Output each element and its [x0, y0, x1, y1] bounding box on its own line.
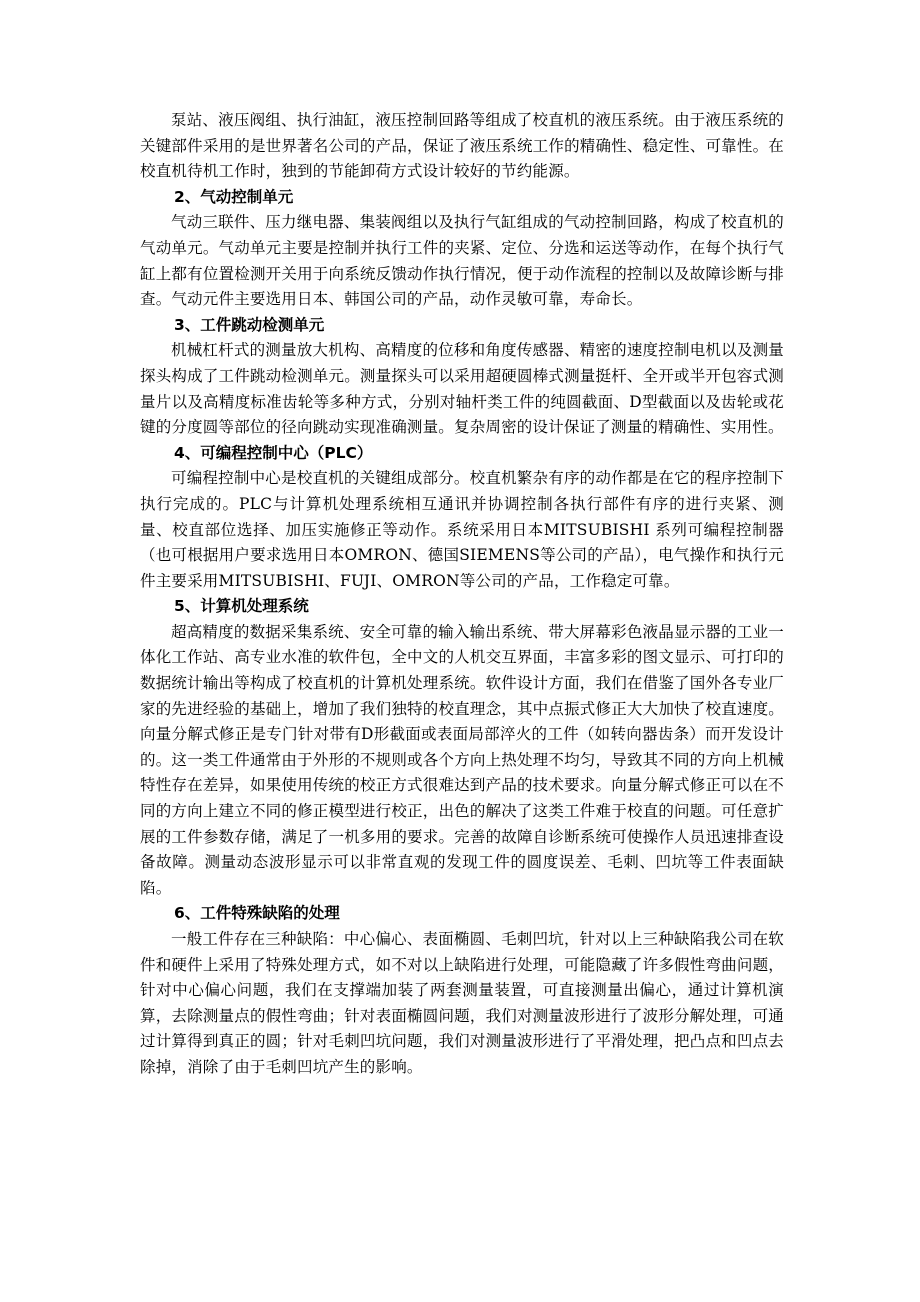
section-paragraph-plc: 可编程控制中心是校直机的关键组成部分。校直机繁杂有序的动作都是在它的程序控制下执行完成的。PLC与计算机处理系统相互通讯并协调控制各执行部件有序的进行夹紧、测量、校直部位选择、加压实施修正等动作。系统采用日本MITSUBISHI 系列可编程控制器（也可根据用户要求选用日本OMRON、德国SIEMENS等公司的产品），电气操作和执行元件主要采用MITSUBISHI、FUJI、OMRON等公司的产品，工作稳定可靠。 — [140, 469, 784, 590]
section-paragraph-computer-system: 超高精度的数据采集系统、安全可靠的输入输出系统、带大屏幕彩色液晶显示器的工业一体化工作站、高专业水准的软件包，全中文的人机交互界面，丰富多彩的图文显示、可打印的数据统计输出等构成了校直机的计算机处理系统。软件设计方面，我们在借鉴了国外各专业厂家的先进经验的基础上，增加了我们独特的校直理念，其中点振式修正大大加快了校直速度。向量分解式修正是专门针对带有D形截面或表面局部淬火的工件（如转向器齿条）而开发设计的。这一类工件通常由于外形的不规则或各个方向上热处理不均匀，导致其不同的方向上机械特性存在差异，如果使用传统的校正方式很难达到产品的技术要求。向量分解式修正可以在不同的方向上建立不同的修正模型进行校正，出色的解决了这类工件难于校直的问题。可任意扩展的工件参数存储，满足了一机多用的要求。完善的故障自诊断系统可使操作人员迅速排查设备故障。测量动态波形显示可以非常直观的发现工件的圆度误差、毛刺、凹坑等工件表面缺陷。 — [140, 622, 784, 897]
section-heading-plc: 4、可编程控制中心（PLC） — [174, 443, 373, 462]
section-heading-defect-handling: 6、工件特殊缺陷的处理 — [174, 904, 340, 923]
section-paragraph-defect-handling: 一般工件存在三种缺陷：中心偏心、表面椭圆、毛刺凹坑，针对以上三种缺陷我公司在软件和硬件上采用了特殊处理方式，如不对以上缺陷进行处理，可能隐藏了许多假性弯曲问题，针对中心偏心问题，我们在支撑端加装了两套测量装置，可直接测量出偏心，通过计算机演算，去除测量点的假性弯曲；针对表面椭圆问题，我们对测量波形进行了波形分解处理，可通过计算得到真正的圆；针对毛刺凹坑问题，我们对测量波形进行了平滑处理，把凸点和凹点去除掉，消除了由于毛刺凹坑产生的影响。 — [140, 930, 784, 1076]
section-heading-pneumatic-control: 2、气动控制单元 — [174, 187, 294, 206]
section-paragraph-runout-detection: 机械杠杆式的测量放大机构、高精度的位移和角度传感器、精密的速度控制电机以及测量探头构成了工件跳动检测单元。测量探头可以采用超硬圆棒式测量挺杆、全开或半开包容式测量片以及高精度标准齿轮等多种方式，分别对轴杆类工件的纯圆截面、D型截面以及齿轮或花键的分度圆等部位的径向跳动实现准确测量。复杂周密的设计保证了测量的精确性、实用性。 — [140, 341, 784, 437]
section-paragraph-pneumatic-control: 气动三联件、压力继电器、集装阀组以及执行气缸组成的气动控制回路，构成了校直机的气动单元。气动单元主要是控制并执行工件的夹紧、定位、分选和运送等动作，在每个执行气缸上都有位置检测开关用于向系统反馈动作执行情况，便于动作流程的控制以及故障诊断与排查。气动元件主要选用日本、韩国公司的产品，动作灵敏可靠，寿命长。 — [140, 213, 784, 309]
document-body — [140, 108, 784, 1081]
section-heading-runout-detection: 3、工件跳动检测单元 — [174, 315, 325, 334]
section-heading-computer-system: 5、计算机处理系统 — [174, 597, 309, 616]
intro-paragraph: 泵站、液压阀组、执行油缸，液压控制回路等组成了校直机的液压系统。由于液压系统的关键部件采用的是世界著名公司的产品，保证了液压系统工作的精确性、稳定性、可靠性。在校直机待机工作时，独到的节能卸荷方式设计较好的节约能源。 — [140, 111, 784, 181]
